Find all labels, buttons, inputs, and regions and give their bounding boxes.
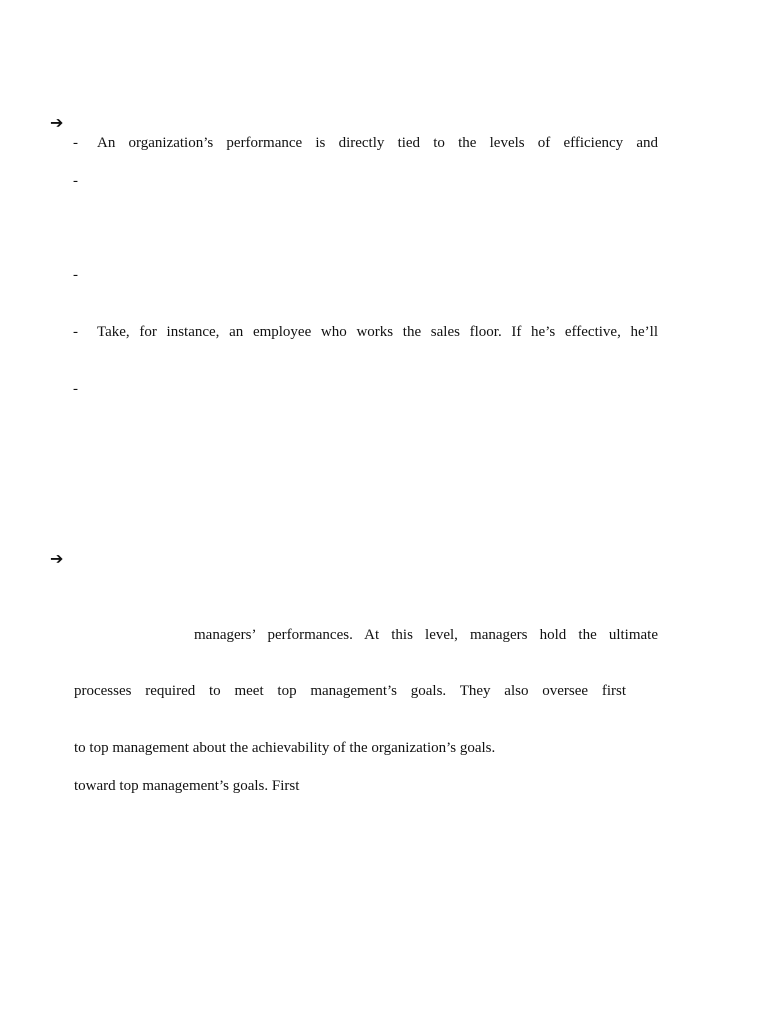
bullet-text: An organization’s performance is directly tied to the levels of efficiency and <box>97 135 658 151</box>
bullet-marker: - <box>73 267 78 283</box>
paragraph-line: toward top management’s goals. First <box>74 778 300 794</box>
paragraph-line: processes required to meet top management’s goals. They also oversee first <box>74 683 626 699</box>
right-arrow-icon: ➔ <box>50 113 64 132</box>
bullet-marker: - <box>73 381 78 397</box>
paragraph-line: to top management about the achievability of the organization’s goals. <box>74 740 496 756</box>
paragraph-line: managers’ performances. At this level, managers hold the ultimate <box>194 627 658 643</box>
bullet-marker: - <box>73 173 78 189</box>
bullet-text: Take, for instance, an employee who works the sales floor. If he’s effective, he’ll <box>97 324 658 340</box>
bullet-marker: - <box>73 324 78 340</box>
right-arrow-icon: ➔ <box>50 549 64 568</box>
bullet-marker: - <box>73 135 78 151</box>
